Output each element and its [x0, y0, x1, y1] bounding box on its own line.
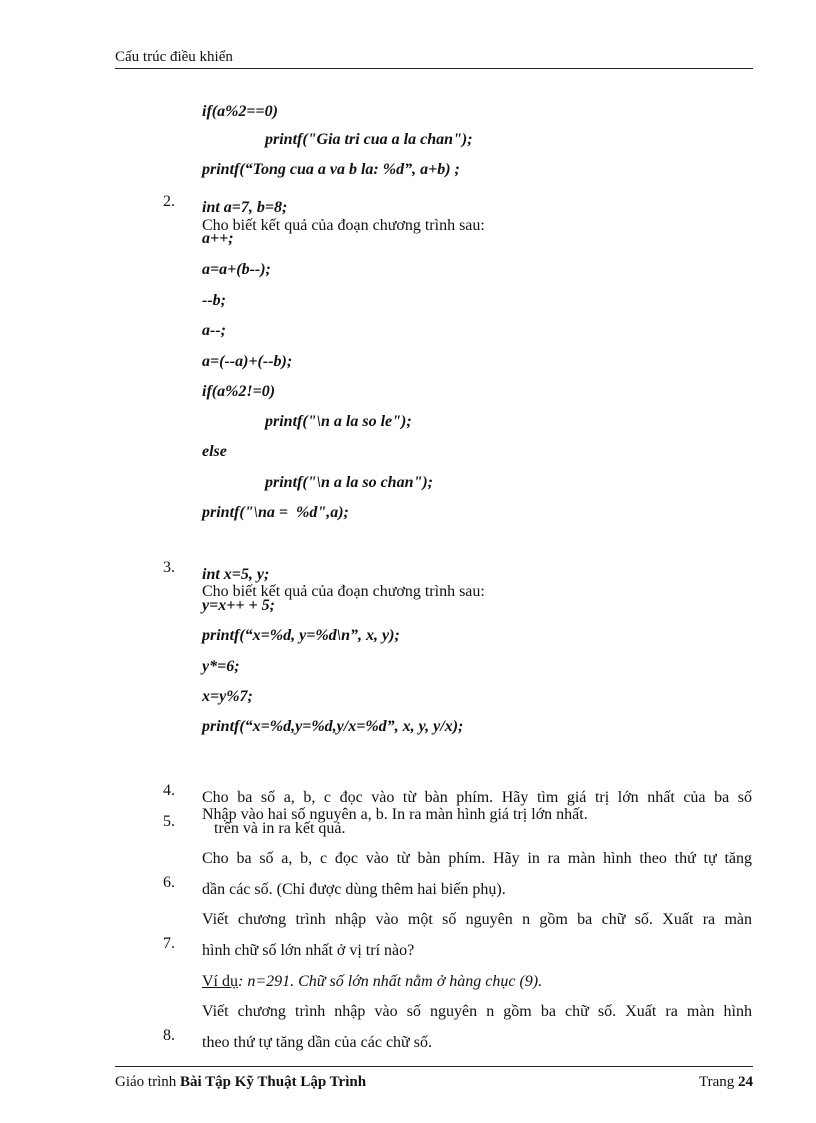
example-line: [202, 966, 752, 997]
code-line: [0, 76, 816, 120]
exercise-number: 4.: [163, 782, 175, 799]
code-line: [0, 655, 816, 679]
code-text: printf(“Tong cua a va b la: %d”, a+b) ;: [202, 161, 460, 178]
header-divider: [115, 68, 753, 69]
code-line: [0, 319, 816, 343]
example-text: : n=291. Chữ số lớn nhất nằm ở hàng chục (9).: [238, 973, 543, 990]
exercise-text: Nhập vào hai số nguyên a, b. In ra màn hình giá trị lớn nhất.: [202, 806, 588, 823]
exercise-text: theo thứ tự tăng dần của các chữ số.: [202, 1034, 432, 1051]
page-header-title: Cấu trúc điều khiển: [115, 49, 233, 65]
code-line: [0, 685, 816, 709]
exercise-text: dần các số. (Chỉ được dùng thêm hai biến phụ).: [202, 881, 506, 898]
exercise-number: 2.: [163, 193, 175, 210]
exercise-text: Viết chương trình nhập vào một số nguyên n gồm ba chữ số. Xuất ra màn: [202, 911, 752, 928]
code-line: [0, 227, 816, 251]
code-line: [0, 196, 816, 220]
code-text: int a=7, b=8;: [202, 199, 288, 216]
footer-book-title: [115, 1073, 366, 1091]
code-text: --b;: [202, 292, 226, 309]
exercise-text: Cho biết kết quả của đoạn chương trình sau:: [202, 217, 485, 234]
code-text: printf("\n a la so chan");: [265, 474, 434, 491]
code-text: printf("\na = %d",a);: [202, 504, 349, 521]
code-line: [0, 410, 816, 434]
page-label: Trang: [698, 1074, 738, 1090]
exercise-text: trên và in ra kết quả.: [214, 820, 346, 837]
exercise-7: [202, 904, 752, 997]
exercise-text: Cho ba số a, b, c đọc vào từ bàn phím. Hãy in ra màn hình theo thứ tự tăng: [202, 850, 752, 867]
code-text: else: [202, 443, 227, 460]
code-line: [0, 594, 816, 618]
exercise-text: Cho biết kết quả của đoạn chương trình sau:: [202, 583, 485, 600]
code-text: if(a%2!=0): [202, 383, 276, 400]
code-text: y*=6;: [202, 658, 240, 675]
exercise-number: 3.: [163, 559, 175, 576]
footer-prefix: Giáo trình: [115, 1074, 180, 1090]
code-line: [0, 289, 816, 313]
exercise-5: [202, 782, 752, 844]
code-text: a++;: [202, 230, 234, 247]
code-text: a--;: [202, 322, 226, 339]
code-text: a=a+(b--);: [202, 261, 271, 278]
code-text: printf(“x=%d,y=%d,y/x=%d”, x, y, y/x);: [202, 718, 464, 735]
exercise-6: [202, 843, 752, 905]
example-label: Ví dụ: [202, 973, 238, 990]
exercise-text: Viết chương trình nhập vào số nguyên n gồm ba chữ số. Xuất ra màn hình: [202, 1003, 752, 1020]
exercise-text: Cho ba số a, b, c đọc vào từ bàn phím. Hãy tìm giá trị lớn nhất của ba số: [202, 789, 752, 806]
code-line: [0, 501, 816, 525]
exercise-number: 6.: [163, 874, 175, 891]
code-text: printf("Gia tri cua a la chan");: [265, 131, 473, 148]
exercise-number: 5.: [163, 813, 175, 830]
code-text: x=y%7;: [202, 688, 253, 705]
code-line: [0, 104, 816, 148]
exercise-number: 8.: [163, 1027, 175, 1044]
exercise-text: hình chữ số lớn nhất ở vị trí nào?: [202, 942, 415, 959]
code-line: [0, 624, 816, 648]
code-text: y=x++ + 5;: [202, 597, 275, 614]
code-text: int x=5, y;: [202, 566, 270, 583]
footer-page: [699, 1073, 753, 1091]
code-line: [0, 563, 816, 587]
code-line: [0, 258, 816, 282]
page-number: 24: [738, 1074, 753, 1090]
code-line: [0, 134, 816, 178]
exercise-8: [202, 996, 752, 1058]
code-line: [0, 471, 816, 495]
code-text: printf(“x=%d, y=%d\n”, x, y);: [202, 627, 400, 644]
code-line: [0, 440, 816, 464]
code-text: printf("\n a la so le");: [265, 413, 412, 430]
exercise-number: 7.: [163, 935, 175, 952]
code-text: a=(--a)+(--b);: [202, 353, 293, 370]
code-line: [0, 715, 816, 739]
code-text: if(a%2==0): [202, 103, 278, 120]
code-line: [0, 380, 816, 404]
footer-divider: [115, 1066, 753, 1067]
code-line: [0, 350, 816, 374]
footer-book-name: Bài Tập Kỹ Thuật Lập Trình: [180, 1074, 367, 1090]
